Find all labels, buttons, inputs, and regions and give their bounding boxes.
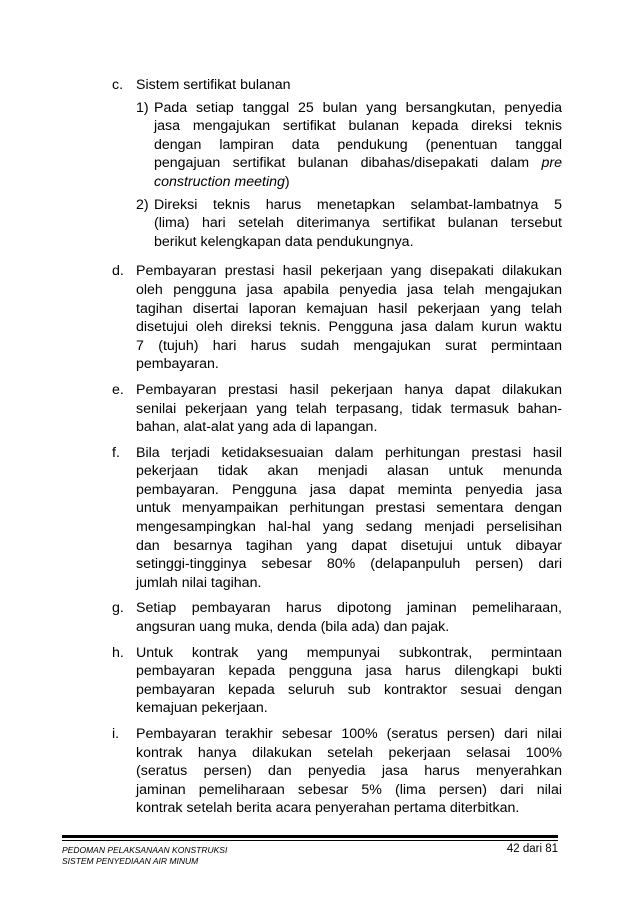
list-item-body (136, 381, 562, 437)
text-line: jaminan pemeliharaan sebesar 5% (lima persen) dari nilai (136, 781, 562, 798)
text-line (154, 173, 562, 192)
text-line: Setiap pembayaran harus dipotong jaminan pemeliharaan, (136, 600, 562, 617)
text-line: tagihan disertai laporan kemajuan hasil pekerjaan yang telah (136, 300, 562, 317)
text-line: senilai pekerjaan yang telah terpasang, tidak termasuk bahan- (136, 400, 562, 417)
text-line: (lima) hari setelah diterimanya sertifikat bulanan tersebut (154, 215, 562, 232)
list-marker: e. (112, 381, 124, 398)
list-marker: c. (112, 77, 124, 93)
text-line: pembayaran. (136, 356, 219, 373)
text-line: oleh pengguna jasa apabila penyedia jasa telah mengajukan (136, 281, 562, 298)
text-line: mengesampingkan hal-hal yang sedang menjadi perselisihan (136, 519, 562, 536)
list-marker: f. (112, 444, 120, 461)
list-item-h (112, 644, 562, 718)
text-line: Pembayaran prestasi hasil pekerjaan hanya dapat dilakukan (136, 381, 562, 398)
page-number: 42 dari 81 (506, 843, 558, 855)
list-item-e (112, 381, 562, 437)
sub-item-body (154, 196, 562, 252)
list-item-d (112, 262, 562, 374)
text-line: pembayaran kepada seluruh sub kontraktor sesuai dengan (136, 681, 562, 698)
text-line: Pembayaran prestasi hasil pekerjaan yang disepakati dilakukan (136, 263, 562, 280)
italic-term: construction meeting (154, 173, 285, 190)
list-item-body (136, 444, 562, 593)
text-line: (seratus persen) dan penyedia jasa harus menyerahkan (136, 763, 562, 780)
sub-item-body (154, 99, 562, 192)
text-line: disetujui oleh direksi teknis. Pengguna jasa dalam kurun waktu (136, 319, 562, 336)
italic-term: pre (541, 155, 562, 172)
list-item-body (136, 599, 562, 636)
text-line: angsuran uang muka, denda (bila ada) dan pajak. (136, 619, 450, 636)
text-line: pembayaran kepada pengguna jasa harus dilengkapi bukti (136, 663, 562, 680)
sub-item-1 (136, 99, 562, 192)
sub-item-2 (136, 196, 562, 252)
text-line (154, 154, 562, 173)
footer-line-2: SISTEM PENYEDIAAN AIR MINUM (62, 856, 199, 866)
list-item-i (112, 725, 562, 818)
text-line: berikut kelengkapan data pendukungnya. (154, 233, 414, 250)
text-segment: pengajuan sertifikat bulanan dibahas/disepakati dalam (154, 155, 530, 172)
list-item-c (112, 76, 562, 255)
sub-marker: 1) (136, 99, 149, 116)
text-line: 7 (tujuh) hari harus sudah mengajukan surat permintaan (136, 337, 562, 354)
text-line: Untuk kontrak yang mempunyai subkontrak, permintaan (136, 644, 562, 661)
text-line: setinggi-tingginya sebesar 80% (delapanpuluh persen) dari (136, 556, 562, 573)
list-marker: h. (112, 644, 124, 661)
text-line: jumlah nilai tagihan. (136, 574, 262, 591)
text-line: dengan lampiran data pendukung (penentuan tanggal (154, 136, 562, 153)
text-line: pembayaran. Pengguna jasa dapat meminta penyedia jasa (136, 481, 562, 498)
footer-divider-thin (62, 840, 558, 841)
sub-marker: 2) (136, 196, 149, 213)
item-title: Sistem sertifikat bulanan (136, 77, 291, 93)
text-line: kontrak hanya dilakukan setelah pekerjaan selasai 100% (136, 744, 562, 761)
list-item-body (136, 262, 562, 374)
text-line: Pembayaran terakhir sebesar 100% (seratus persen) dari nilai (136, 726, 562, 742)
list-item-body (136, 76, 562, 255)
list-marker: d. (112, 263, 124, 280)
text-line: kontrak setelah berita acara penyerahan pertama diterbitkan. (136, 800, 520, 817)
text-line: kemajuan pekerjaan. (136, 700, 268, 717)
footer-divider (62, 835, 558, 838)
text-line: Pada setiap tanggal 25 bulan yang bersangkutan, penyedia (154, 99, 562, 116)
text-line: jasa mengajukan sertifikat bulanan kepada direksi teknis (154, 118, 562, 135)
list-item-f (112, 444, 562, 593)
text-line: untuk menyampaikan perhitungan prestasi sementara dengan (136, 500, 562, 517)
list-marker: i. (112, 726, 120, 742)
text-line: dan besarnya tagihan yang dapat disetujui untuk dibayar (136, 537, 562, 554)
list-item-body (136, 725, 562, 818)
document-body (112, 76, 562, 825)
list-marker: g. (112, 600, 124, 617)
text-line: bahan, alat-alat yang ada di lapangan. (136, 419, 378, 436)
list-item-g (112, 599, 562, 636)
text-segment: ) (284, 173, 290, 190)
text-line: Bila terjadi ketidaksesuaian dalam perhitungan prestasi hasil (136, 444, 562, 461)
text-line: Direksi teknis harus menetapkan selambat-lambatnya 5 (154, 196, 562, 213)
list-item-body (136, 644, 562, 718)
text-line: pekerjaan tidak akan menjadi alasan untuk menunda (136, 463, 562, 480)
footer-line-1: PEDOMAN PELAKSANAAN KONSTRUKSI (62, 845, 228, 855)
footer-document-title (62, 845, 227, 867)
